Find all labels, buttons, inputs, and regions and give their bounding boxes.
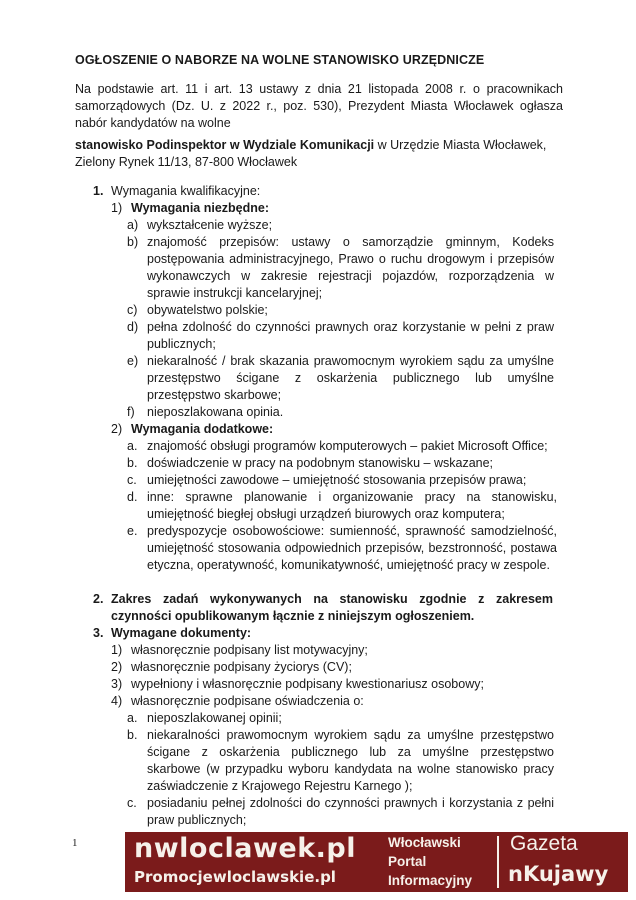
list-item: własnoręcznie podpisany życiorys (CV); bbox=[131, 660, 352, 674]
list-item: predyspozycje osobowościowe: sumienność, sprawność samodzielność, umiejętność stosowania odpowiednich przepisów, bezstronność, postawa etyczna, operatywność, komunikatywność, umiejętność pracy w zespole. bbox=[147, 524, 557, 572]
list-item: doświadczenie w pracy na podobnym stanowisku – wskazane; bbox=[147, 456, 494, 470]
subsection-heading: Wymagania niezbędne: bbox=[131, 201, 269, 215]
page-number: 1 bbox=[72, 837, 78, 849]
list-item-marker: e) bbox=[127, 354, 139, 368]
list-item: znajomość przepisów: ustawy o samorządzie gminnym, Kodeks postępowania administracyjnego, Prawo o ruchu drogowym i przepisów wykonawczych w zakresie rejestracji pojazdów, rozporządzenia w sprawie instrukcji kancelaryjnej; bbox=[147, 235, 554, 300]
list-item-marker: b. bbox=[127, 728, 138, 742]
list-item-marker: e. bbox=[127, 524, 138, 538]
list-item: własnoręcznie podpisany list motywacyjny; bbox=[131, 643, 368, 657]
section-heading: Wymagane dokumenty: bbox=[111, 626, 252, 640]
subsection-marker: 1) bbox=[111, 201, 123, 215]
subsection-marker: 2) bbox=[111, 422, 123, 436]
position-name: stanowisko Podinspektor w Wydziale Komunikacji bbox=[75, 138, 375, 152]
list-item-marker: a) bbox=[127, 218, 139, 232]
watermark-kujawy: nKujawy bbox=[508, 862, 609, 886]
list-item: obywatelstwo polskie; bbox=[147, 303, 268, 317]
watermark-gazeta: Gazeta bbox=[510, 832, 578, 855]
list-item: umiejętności zawodowe – umiejętność stosowania przepisów prawa; bbox=[147, 473, 527, 487]
list-item-marker: b) bbox=[127, 235, 139, 249]
list-item-marker: d. bbox=[127, 490, 138, 504]
list-item-marker: 4) bbox=[111, 694, 123, 708]
list-item-marker: b. bbox=[127, 456, 138, 470]
list-item-marker: 3) bbox=[111, 677, 123, 691]
list-item-marker: f) bbox=[127, 405, 135, 419]
list-item: wykształcenie wyższe; bbox=[147, 218, 273, 232]
list-item: wypełniony i własnoręcznie podpisany kwestionariusz osobowy; bbox=[131, 677, 484, 691]
section-marker: 3. bbox=[93, 626, 104, 640]
section-heading: Zakres zadań wykonywanych na stanowisku zgodnie z zakresem czynności opublikowanym łącznie z niniejszym ogłoszeniem. bbox=[111, 592, 553, 623]
list-item: znajomość obsługi programów komputerowych – pakiet Microsoft Office; bbox=[147, 439, 548, 453]
list-item-marker: 1) bbox=[111, 643, 123, 657]
portal-line: Informacyjny bbox=[388, 873, 473, 888]
list-item: nieposzlakowanej opinii; bbox=[147, 711, 282, 725]
list-item: własnoręcznie podpisane oświadczenia o: bbox=[131, 694, 364, 708]
list-item: niekaralność / brak skazania prawomocnym wyrokiem sądu za umyślne przestępstwo ścigane z oskarżenia publicznego lub umyślne przestępstwo skarbowe; bbox=[147, 354, 554, 402]
list-item-marker: a. bbox=[127, 439, 138, 453]
list-item-marker: c. bbox=[127, 473, 137, 487]
watermark-promo-logo: Promocjewloclawskie.pl bbox=[134, 868, 336, 886]
portal-line: Portal bbox=[388, 854, 427, 869]
portal-line: Włocławski bbox=[388, 835, 461, 850]
watermark-site-logo: nwloclawek.pl bbox=[134, 833, 356, 864]
section-heading: Wymagania kwalifikacyjne: bbox=[111, 184, 261, 198]
announcement-title: OGŁOSZENIE O NABORZE NA WOLNE STANOWISKO URZĘDNICZE bbox=[75, 53, 485, 67]
section-marker: 2. bbox=[93, 592, 104, 606]
watermark-portal-text bbox=[388, 833, 472, 890]
intro-paragraph: Na podstawie art. 11 i art. 13 ustawy z dnia 21 listopada 2008 r. o pracownikach samorządowych (Dz. U. z 2022 r., poz. 530), Prezydent Miasta Włocławek ogłasza nabór kandydatów na wolne bbox=[75, 82, 563, 130]
position-paragraph bbox=[75, 137, 563, 171]
list-item-marker: c) bbox=[127, 303, 138, 317]
list-item: posiadaniu pełnej zdolności do czynności prawnych i korzystania z pełni praw publicznych; bbox=[147, 796, 554, 827]
list-item-marker: c. bbox=[127, 796, 137, 810]
list-item: pełna zdolność do czynności prawnych oraz korzystanie w pełni z praw publicznych; bbox=[147, 320, 554, 351]
position-location: w Urzędzie Miasta Włocławek, Zielony Rynek 11/13, 87-800 Włocławek bbox=[75, 138, 547, 169]
list-item-marker: 2) bbox=[111, 660, 123, 674]
subsection-heading: Wymagania dodatkowe: bbox=[131, 422, 274, 436]
list-item: nieposzlakowana opinia. bbox=[147, 405, 284, 419]
list-item: inne: sprawne planowanie i organizowanie pracy na stanowisku, umiejętność biegłej obsługi urządzeń biurowych oraz komputera; bbox=[147, 490, 557, 521]
list-item-marker: d) bbox=[127, 320, 139, 334]
list-item: niekaralności prawomocnym wyrokiem sądu za umyślne przestępstwo ścigane z oskarżenia publicznego lub za umyślne przestępstwo skarbowe (w przypadku wyboru kandydata na wolne stanowisko pracy zaświadczenie z Krajowego Rejestru Karnego ); bbox=[147, 728, 554, 793]
watermark-divider bbox=[497, 836, 499, 888]
section-marker: 1. bbox=[93, 184, 104, 198]
list-item-marker: a. bbox=[127, 711, 138, 725]
